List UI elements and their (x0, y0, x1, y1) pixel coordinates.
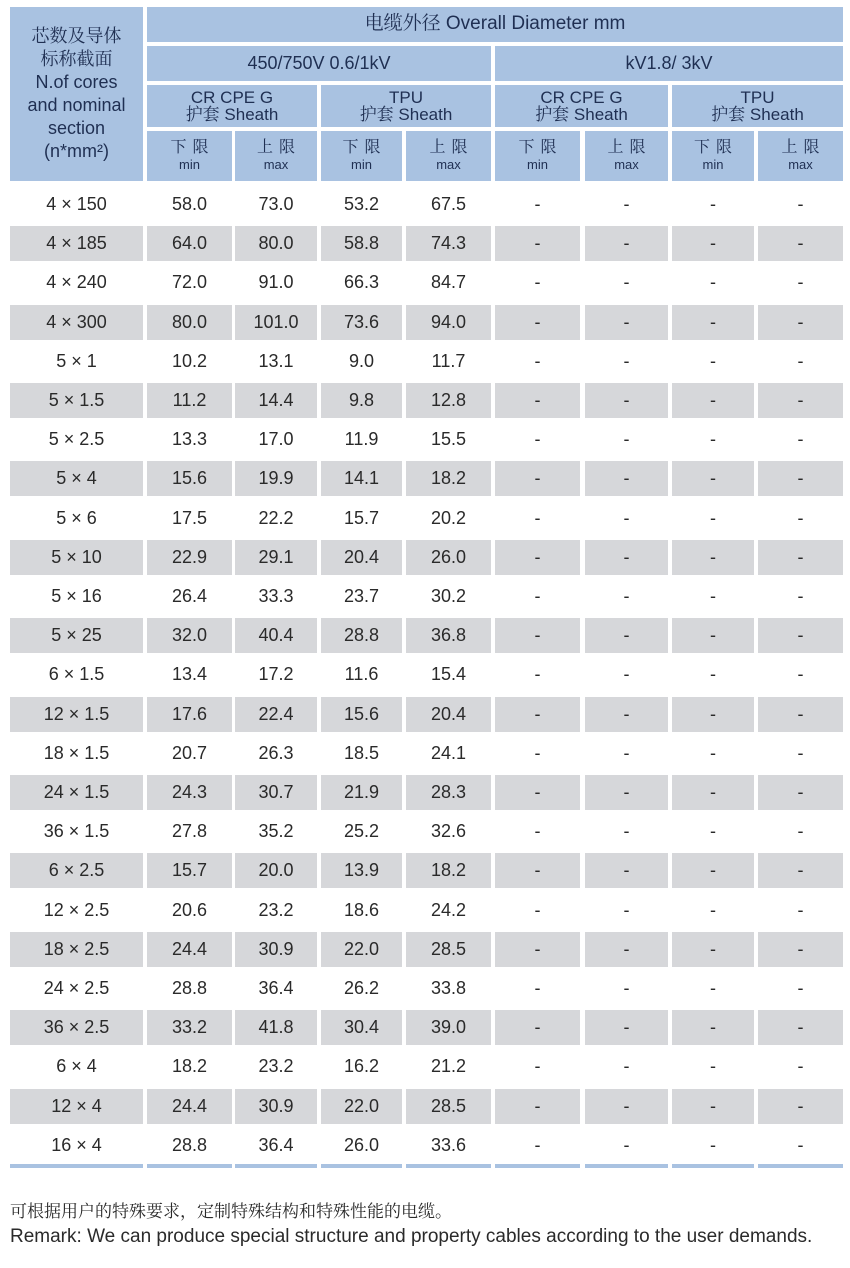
table-cell: 11.7 (431, 351, 466, 371)
row-label: 5 × 6 (56, 508, 97, 528)
table-cell: - (758, 853, 843, 888)
table-cell: 11.9 (344, 429, 379, 449)
table-cell: - (797, 429, 804, 449)
row-label: 6 × 4 (56, 1056, 97, 1076)
table-cell: - (585, 853, 668, 888)
table-cell: 25.2 (343, 821, 380, 841)
table-cell: - (495, 305, 580, 340)
table-cell: 24.1 (430, 743, 467, 763)
table-cell: 26.3 (258, 743, 294, 763)
row-label: 5 × 25 (10, 618, 143, 653)
table-cell: - (495, 775, 580, 810)
table-cell: - (758, 618, 843, 653)
table-cell: - (672, 305, 754, 340)
header-sheath-0 (147, 85, 317, 127)
minmax-en: min (179, 157, 200, 172)
table-cell: - (797, 351, 804, 371)
table-cell: - (585, 618, 668, 653)
table-bottom-rule (321, 1164, 402, 1168)
sheath-line1: CR CPE G (540, 88, 623, 107)
table-cell: - (797, 978, 804, 998)
table-cell: 32.0 (147, 618, 232, 653)
header-min (147, 131, 232, 181)
row-label: 18 × 2.5 (10, 932, 143, 967)
table-cell: - (534, 194, 541, 214)
table-cell: - (710, 821, 716, 841)
table-cell: - (672, 775, 754, 810)
minmax-zh: 上限 (256, 139, 301, 156)
header-max (235, 131, 317, 181)
sheath-line2: 护套 Sheath (185, 105, 279, 124)
table-cell: - (797, 586, 804, 606)
table-cell: 26.0 (406, 540, 491, 575)
table-cell: - (623, 978, 630, 998)
table-cell: 20.7 (171, 743, 208, 763)
table-cell: 22.9 (147, 540, 232, 575)
table-cell: 20.2 (430, 508, 467, 528)
row-label: 6 × 1.5 (48, 664, 105, 684)
row-label: 5 × 1 (56, 351, 97, 371)
table-cell: - (534, 272, 541, 292)
table-cell: - (534, 1135, 541, 1155)
minmax-en: max (436, 157, 461, 172)
voltage-label: kV1.8/ 3kV (625, 52, 713, 73)
table-cell: - (623, 586, 630, 606)
table-cell: - (623, 900, 630, 920)
table-cell: 20.4 (406, 697, 491, 732)
table-bottom-rule (147, 1164, 232, 1168)
table-cell: - (672, 383, 754, 418)
table-cell: 15.7 (343, 508, 380, 528)
header-voltage-450-750v (147, 46, 491, 81)
table-cell: 9.8 (321, 383, 402, 418)
table-cell: 101.0 (235, 305, 317, 340)
table-cell: 29.1 (235, 540, 317, 575)
table-cell: 32.6 (430, 821, 467, 841)
table-cell: 40.4 (235, 618, 317, 653)
minmax-zh: 上限 (429, 139, 474, 156)
row-label: 36 × 2.5 (10, 1010, 143, 1045)
sheath-line1: TPU (389, 88, 423, 107)
table-cell: 41.8 (235, 1010, 317, 1045)
table-cell: - (710, 664, 716, 684)
row-label: 5 × 2.5 (48, 429, 105, 449)
table-cell: - (495, 697, 580, 732)
table-cell: - (672, 1010, 754, 1045)
table-cell: 64.0 (147, 226, 232, 261)
table-cell: 80.0 (235, 226, 317, 261)
table-cell: 39.0 (406, 1010, 491, 1045)
table-cell: 33.3 (258, 586, 294, 606)
table-cell: 13.1 (258, 351, 294, 371)
minmax-zh: 上限 (607, 139, 652, 156)
table-cell: 13.4 (171, 664, 208, 684)
minmax-en: min (351, 157, 372, 172)
table-cell: 28.8 (171, 978, 208, 998)
table-cell: - (710, 194, 716, 214)
corner-line: N.of cores (35, 72, 118, 92)
table-cell: 17.5 (171, 508, 208, 528)
sheath-line1: TPU (740, 88, 775, 107)
table-cell: 80.0 (147, 305, 232, 340)
table-cell: 18.6 (343, 900, 380, 920)
table-cell: 28.3 (406, 775, 491, 810)
table-cell: - (623, 743, 630, 763)
table-cell: - (623, 1135, 630, 1155)
corner-line: 芯数及导体 (31, 26, 122, 46)
table-cell: - (534, 978, 541, 998)
table-cell: - (710, 351, 716, 371)
header-sheath-3 (672, 85, 843, 127)
row-label: 4 × 300 (10, 305, 143, 340)
minmax-en: min (527, 157, 548, 172)
table-cell: 22.0 (321, 1089, 402, 1124)
table-cell: - (623, 1056, 630, 1076)
header-overall-diameter (147, 7, 843, 42)
remark-english: Remark: We can produce special structure and property cables according to the user demands. (10, 1226, 813, 1247)
table-cell: - (585, 932, 668, 967)
row-label: 5 × 4 (10, 461, 143, 496)
table-cell: - (585, 540, 668, 575)
voltage-label: 450/750V 0.6/1kV (247, 52, 391, 73)
row-label: 18 × 1.5 (43, 743, 110, 763)
corner-line: 标称截面 (40, 49, 113, 69)
table-cell: - (495, 853, 580, 888)
table-cell: - (710, 743, 716, 763)
table-cell: - (672, 1089, 754, 1124)
minmax-en: max (263, 157, 289, 172)
table-cell: 30.4 (321, 1010, 402, 1045)
table-cell: - (797, 194, 804, 214)
table-cell: 24.4 (147, 932, 232, 967)
table-cell: 36.4 (258, 1135, 294, 1155)
table-cell: - (797, 1135, 804, 1155)
table-cell: 24.3 (147, 775, 232, 810)
table-cell: 21.9 (321, 775, 402, 810)
table-cell: - (797, 1056, 804, 1076)
table-cell: - (797, 272, 804, 292)
sheath-line2: 护套 Sheath (711, 105, 804, 124)
table-cell: 14.1 (321, 461, 402, 496)
row-label: 5 × 10 (10, 540, 143, 575)
table-cell: - (534, 429, 541, 449)
table-cell: - (495, 932, 580, 967)
row-label: 36 × 1.5 (43, 821, 110, 841)
table-cell: 30.9 (235, 932, 317, 967)
sheath-line1: CR CPE G (190, 88, 274, 107)
table-cell: - (758, 226, 843, 261)
table-cell: 36.4 (258, 978, 294, 998)
header-sheath-1 (321, 85, 491, 127)
table-cell: 91.0 (258, 272, 294, 292)
minmax-en: min (702, 157, 724, 172)
table-cell: 18.2 (171, 1056, 208, 1076)
table-bottom-rule (406, 1164, 491, 1168)
row-label: 5 × 1.5 (10, 383, 143, 418)
table-cell: 19.9 (235, 461, 317, 496)
table-cell: 67.5 (430, 194, 467, 214)
corner-line: and nominal (27, 95, 126, 115)
table-cell: - (585, 383, 668, 418)
table-cell: - (495, 618, 580, 653)
table-cell: - (672, 461, 754, 496)
table-cell: - (710, 978, 716, 998)
row-label: 5 × 16 (51, 586, 102, 606)
table-cell: - (534, 664, 541, 684)
header-min (321, 131, 402, 181)
table-cell: 27.8 (171, 821, 208, 841)
header-max (585, 131, 668, 181)
table-bottom-rule (495, 1164, 580, 1168)
table-cell: - (534, 743, 541, 763)
table-cell: 20.4 (321, 540, 402, 575)
table-cell: - (672, 618, 754, 653)
corner-line: (n*mm²) (44, 141, 109, 161)
table-cell: 26.2 (343, 978, 380, 998)
header-min (495, 131, 580, 181)
table-cell: - (710, 1135, 716, 1155)
table-bottom-rule (235, 1164, 317, 1168)
table-cell: - (623, 429, 630, 449)
table-cell: - (672, 697, 754, 732)
table-cell: - (797, 508, 804, 528)
table-cell: 36.8 (406, 618, 491, 653)
table-cell: 15.6 (147, 461, 232, 496)
table-bottom-rule (585, 1164, 668, 1168)
table-cell: 15.7 (147, 853, 232, 888)
table-cell: 24.2 (430, 900, 467, 920)
table-cell: - (534, 508, 541, 528)
table-cell: 26.4 (171, 586, 208, 606)
table-cell: 15.6 (321, 697, 402, 732)
table-cell: - (534, 900, 541, 920)
header-sheath-2 (495, 85, 668, 127)
table-cell: 17.6 (147, 697, 232, 732)
table-cell: 23.2 (258, 1056, 294, 1076)
table-cell: - (758, 461, 843, 496)
table-cell: - (758, 305, 843, 340)
table-cell: 11.2 (147, 383, 232, 418)
table-cell: 26.0 (343, 1135, 380, 1155)
table-bottom-rule (672, 1164, 754, 1168)
table-cell: 58.0 (171, 194, 208, 214)
table-cell: 72.0 (171, 272, 208, 292)
minmax-zh: 下限 (342, 139, 387, 156)
table-cell: - (495, 1089, 580, 1124)
table-cell: 35.2 (258, 821, 294, 841)
table-cell: 30.7 (235, 775, 317, 810)
table-cell: - (797, 900, 804, 920)
table-cell: 28.5 (406, 1089, 491, 1124)
table-cell: - (797, 743, 804, 763)
table-cell: 23.2 (258, 900, 294, 920)
table-cell: - (710, 272, 716, 292)
table-cell: - (672, 540, 754, 575)
table-cell: - (623, 194, 630, 214)
header-max (758, 131, 843, 181)
table-bottom-rule (758, 1164, 843, 1168)
table-cell: 94.0 (406, 305, 491, 340)
minmax-zh: 下限 (693, 139, 738, 156)
table-cell: 24.4 (147, 1089, 232, 1124)
table-cell: 18.2 (406, 853, 491, 888)
header-min (672, 131, 754, 181)
row-label: 6 × 2.5 (10, 853, 143, 888)
table-bottom-rule (10, 1164, 143, 1168)
table-cell: - (758, 775, 843, 810)
table-cell: - (495, 540, 580, 575)
table-cell: 33.6 (430, 1135, 467, 1155)
table-cell: - (585, 697, 668, 732)
table-cell: 53.2 (343, 194, 380, 214)
table-cell: 73.0 (258, 194, 294, 214)
table-cell: - (710, 429, 716, 449)
table-cell: 21.2 (430, 1056, 467, 1076)
table-cell: 30.9 (235, 1089, 317, 1124)
table-cell: - (672, 226, 754, 261)
table-cell: 22.2 (258, 508, 294, 528)
table-cell: - (623, 351, 630, 371)
table-cell: 13.9 (321, 853, 402, 888)
table-cell: - (672, 853, 754, 888)
table-cell: 84.7 (430, 272, 467, 292)
table-cell: - (758, 1010, 843, 1045)
table-cell: 28.8 (321, 618, 402, 653)
table-cell: 28.8 (171, 1135, 208, 1155)
table-cell: 33.8 (430, 978, 467, 998)
table-cell: 58.8 (321, 226, 402, 261)
minmax-en: max (788, 157, 813, 172)
table-cell: - (797, 821, 804, 841)
table-cell: 28.5 (406, 932, 491, 967)
table-cell: 66.3 (343, 272, 380, 292)
remark-chinese: 可根据用户的特殊要求，定制特殊结构和特殊性能的电缆。 (10, 1202, 452, 1221)
table-cell: - (534, 586, 541, 606)
table-cell: 18.2 (406, 461, 491, 496)
table-cell: - (710, 586, 716, 606)
table-cell: 22.4 (235, 697, 317, 732)
header-voltage-1-8-3kv (495, 46, 843, 81)
table-cell: - (534, 821, 541, 841)
sheath-line2: 护套 Sheath (359, 105, 453, 124)
table-cell: 22.0 (321, 932, 402, 967)
column-header-cores-section (10, 7, 143, 181)
table-cell: - (495, 383, 580, 418)
table-cell: - (710, 1056, 716, 1076)
table-cell: - (758, 540, 843, 575)
row-label: 12 × 2.5 (43, 900, 110, 920)
table-cell: - (623, 664, 630, 684)
table-cell: - (585, 1089, 668, 1124)
table-cell: - (758, 1089, 843, 1124)
table-cell: - (495, 461, 580, 496)
table-cell: - (585, 305, 668, 340)
table-cell: 11.6 (344, 664, 379, 684)
sheath-line2: 护套 Sheath (535, 105, 628, 124)
row-label: 12 × 1.5 (10, 697, 143, 732)
table-cell: - (710, 508, 716, 528)
table-cell: 15.4 (430, 664, 467, 684)
row-label: 24 × 1.5 (10, 775, 143, 810)
row-label: 4 × 150 (46, 194, 107, 214)
table-cell: - (585, 1010, 668, 1045)
table-cell: - (585, 775, 668, 810)
table-cell: 12.8 (406, 383, 491, 418)
row-label: 16 × 4 (51, 1135, 102, 1155)
table-cell: - (758, 383, 843, 418)
minmax-zh: 下限 (518, 139, 563, 156)
table-cell: 73.6 (321, 305, 402, 340)
table-cell: - (623, 821, 630, 841)
row-label: 4 × 185 (10, 226, 143, 261)
table-cell: - (495, 226, 580, 261)
header-max (406, 131, 491, 181)
table-cell: - (623, 508, 630, 528)
table-cell: - (495, 1010, 580, 1045)
minmax-zh: 上限 (781, 139, 826, 156)
table-cell: - (585, 226, 668, 261)
table-cell: - (758, 697, 843, 732)
table-cell: 17.2 (258, 664, 294, 684)
table-cell: - (710, 900, 716, 920)
table-cell: 10.2 (171, 351, 208, 371)
minmax-en: max (614, 157, 639, 172)
table-cell: 33.2 (147, 1010, 232, 1045)
row-label: 12 × 4 (10, 1089, 143, 1124)
minmax-zh: 下限 (170, 139, 215, 156)
corner-line: section (47, 118, 106, 138)
table-cell: 13.3 (171, 429, 208, 449)
table-cell: 18.5 (343, 743, 380, 763)
table-cell: 15.5 (430, 429, 467, 449)
table-cell: - (623, 272, 630, 292)
table-cell: - (758, 932, 843, 967)
row-label: 4 × 240 (46, 272, 107, 292)
header-overall-diameter-label: 电缆外径 Overall Diameter mm (364, 13, 626, 35)
table-cell: - (797, 664, 804, 684)
table-cell: - (534, 1056, 541, 1076)
table-cell: 17.0 (258, 429, 294, 449)
table-cell: 20.0 (235, 853, 317, 888)
table-cell: 16.2 (343, 1056, 380, 1076)
table-cell: 9.0 (348, 351, 375, 371)
table-cell: 14.4 (235, 383, 317, 418)
table-cell: 30.2 (430, 586, 467, 606)
table-cell: - (585, 461, 668, 496)
table-cell: - (672, 932, 754, 967)
table-cell: 74.3 (406, 226, 491, 261)
table-cell: 20.6 (171, 900, 208, 920)
table-cell: - (534, 351, 541, 371)
table-cell: 23.7 (343, 586, 380, 606)
row-label: 24 × 2.5 (43, 978, 110, 998)
